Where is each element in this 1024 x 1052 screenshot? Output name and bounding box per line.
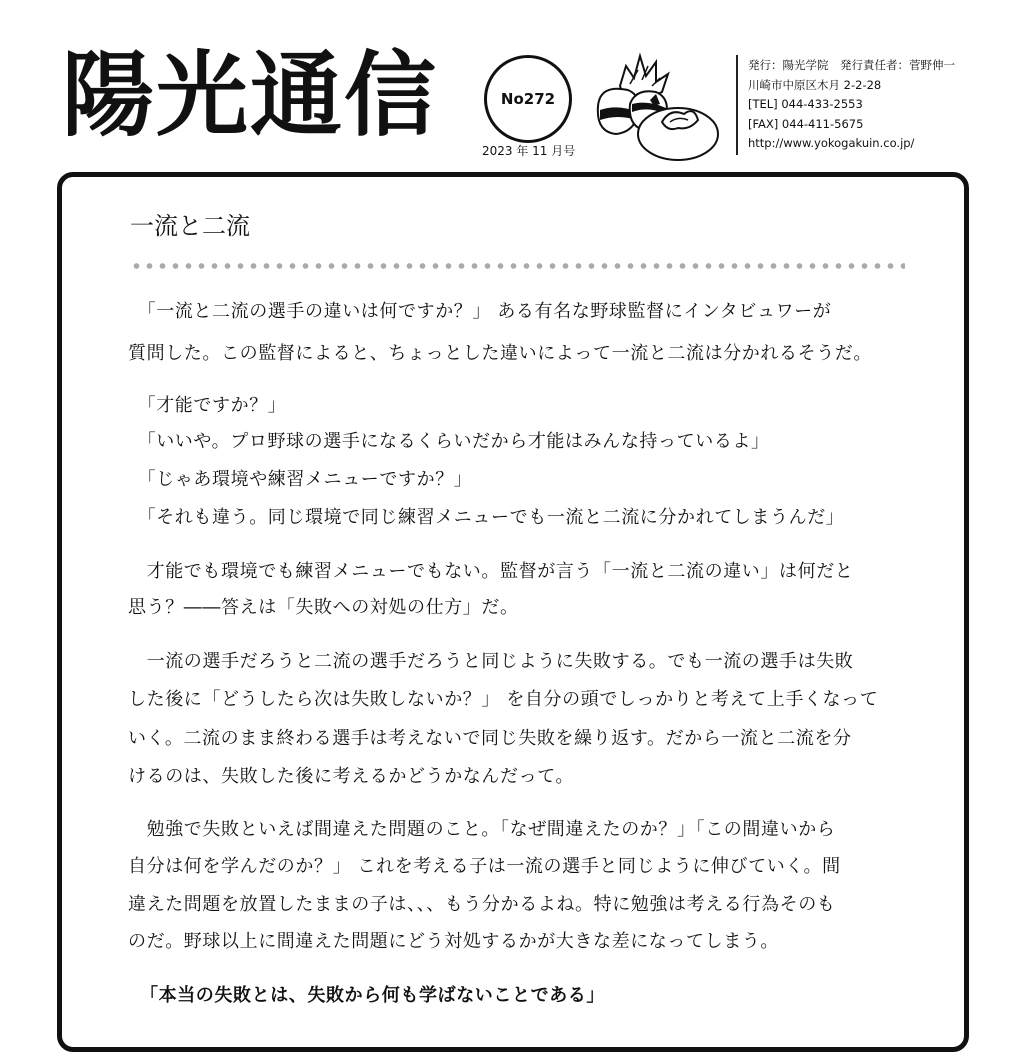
masthead-divider bbox=[736, 55, 738, 155]
article-line: 一流の選手だろうと二流の選手だろうと同じように失敗する。でも一流の選手は失敗 bbox=[128, 651, 854, 672]
article-line: いく。二流のまま終わる選手は考えないで同じ失敗を繰り返す。だから一流と二流を分 bbox=[128, 728, 852, 749]
article-line: 「それも違う。同じ環境で同じ練習メニューでも一流と二流に分かれてしまうんだ」 bbox=[128, 507, 845, 528]
article-line: 「才能ですか？」 bbox=[128, 395, 287, 416]
publisher-fax: [FAX] 044-411-5675 bbox=[748, 116, 864, 131]
article-title: 一流と二流 bbox=[130, 212, 250, 240]
publisher-line: 発行：陽光学院 発行責任者：菅野伸一 bbox=[748, 58, 955, 72]
key-quote: 「本当の失敗とは、失敗から何も学ばないことである」 bbox=[140, 985, 605, 1006]
masthead bbox=[0, 0, 1024, 170]
article-line: 自分は何を学んだのか？」 これを考える子は一流の選手と同じように伸びていく。間 bbox=[128, 856, 841, 877]
issue-number: No272 bbox=[500, 90, 556, 108]
article-line: 思う？――答えは「失敗への対処の仕方」だ。 bbox=[128, 597, 519, 618]
publisher-info bbox=[748, 56, 955, 154]
article-line: 「いいや。プロ野球の選手になるくらいだから才能はみんな持っているよ」 bbox=[128, 431, 770, 452]
dotted-divider bbox=[130, 262, 905, 270]
issue-date: 2023 年 11 月号 bbox=[482, 144, 576, 158]
article-line: 勉強で失敗といえば間違えた問題のこと。「なぜ間違えたのか？」「この間違いから bbox=[128, 819, 836, 840]
newsletter-title: 陽光通信 bbox=[62, 42, 439, 149]
article-line: 違えた問題を放置したままの子は、、、もう分かるよね。特に勉強は考える行為そのも bbox=[128, 894, 836, 915]
article-line: した後に「どうしたら次は失敗しないか？」 を自分の頭でしっかりと考えて上手くなって bbox=[128, 689, 879, 710]
article-line: けるのは、失敗した後に考えるかどうかなんだって。 bbox=[128, 766, 575, 787]
article-line: 「一流と二流の選手の違いは何ですか？」 ある有名な野球監督にインタビュワーが bbox=[128, 301, 832, 322]
publisher-tel: [TEL] 044-433-2553 bbox=[748, 97, 863, 111]
publisher-url: http://www.yokogakuin.co.jp/ bbox=[748, 136, 915, 150]
article-line: 才能でも環境でも練習メニューでもない。監督が言う「一流と二流の違い」は何だと bbox=[128, 561, 854, 582]
article-line: 質問した。この監督によると、ちょっとした違いによって一流と二流は分かれるそうだ。 bbox=[128, 343, 872, 364]
issue-number-badge bbox=[484, 55, 572, 143]
chestnut-mascot-icon bbox=[590, 48, 725, 163]
article-line: のだ。野球以上に間違えた問題にどう対処するかが大きな差になってしまう。 bbox=[128, 931, 779, 952]
publisher-address: 川崎市中原区木月 2-2-28 bbox=[748, 77, 882, 92]
article-line: 「じゃあ環境や練習メニューですか？」 bbox=[128, 469, 473, 490]
